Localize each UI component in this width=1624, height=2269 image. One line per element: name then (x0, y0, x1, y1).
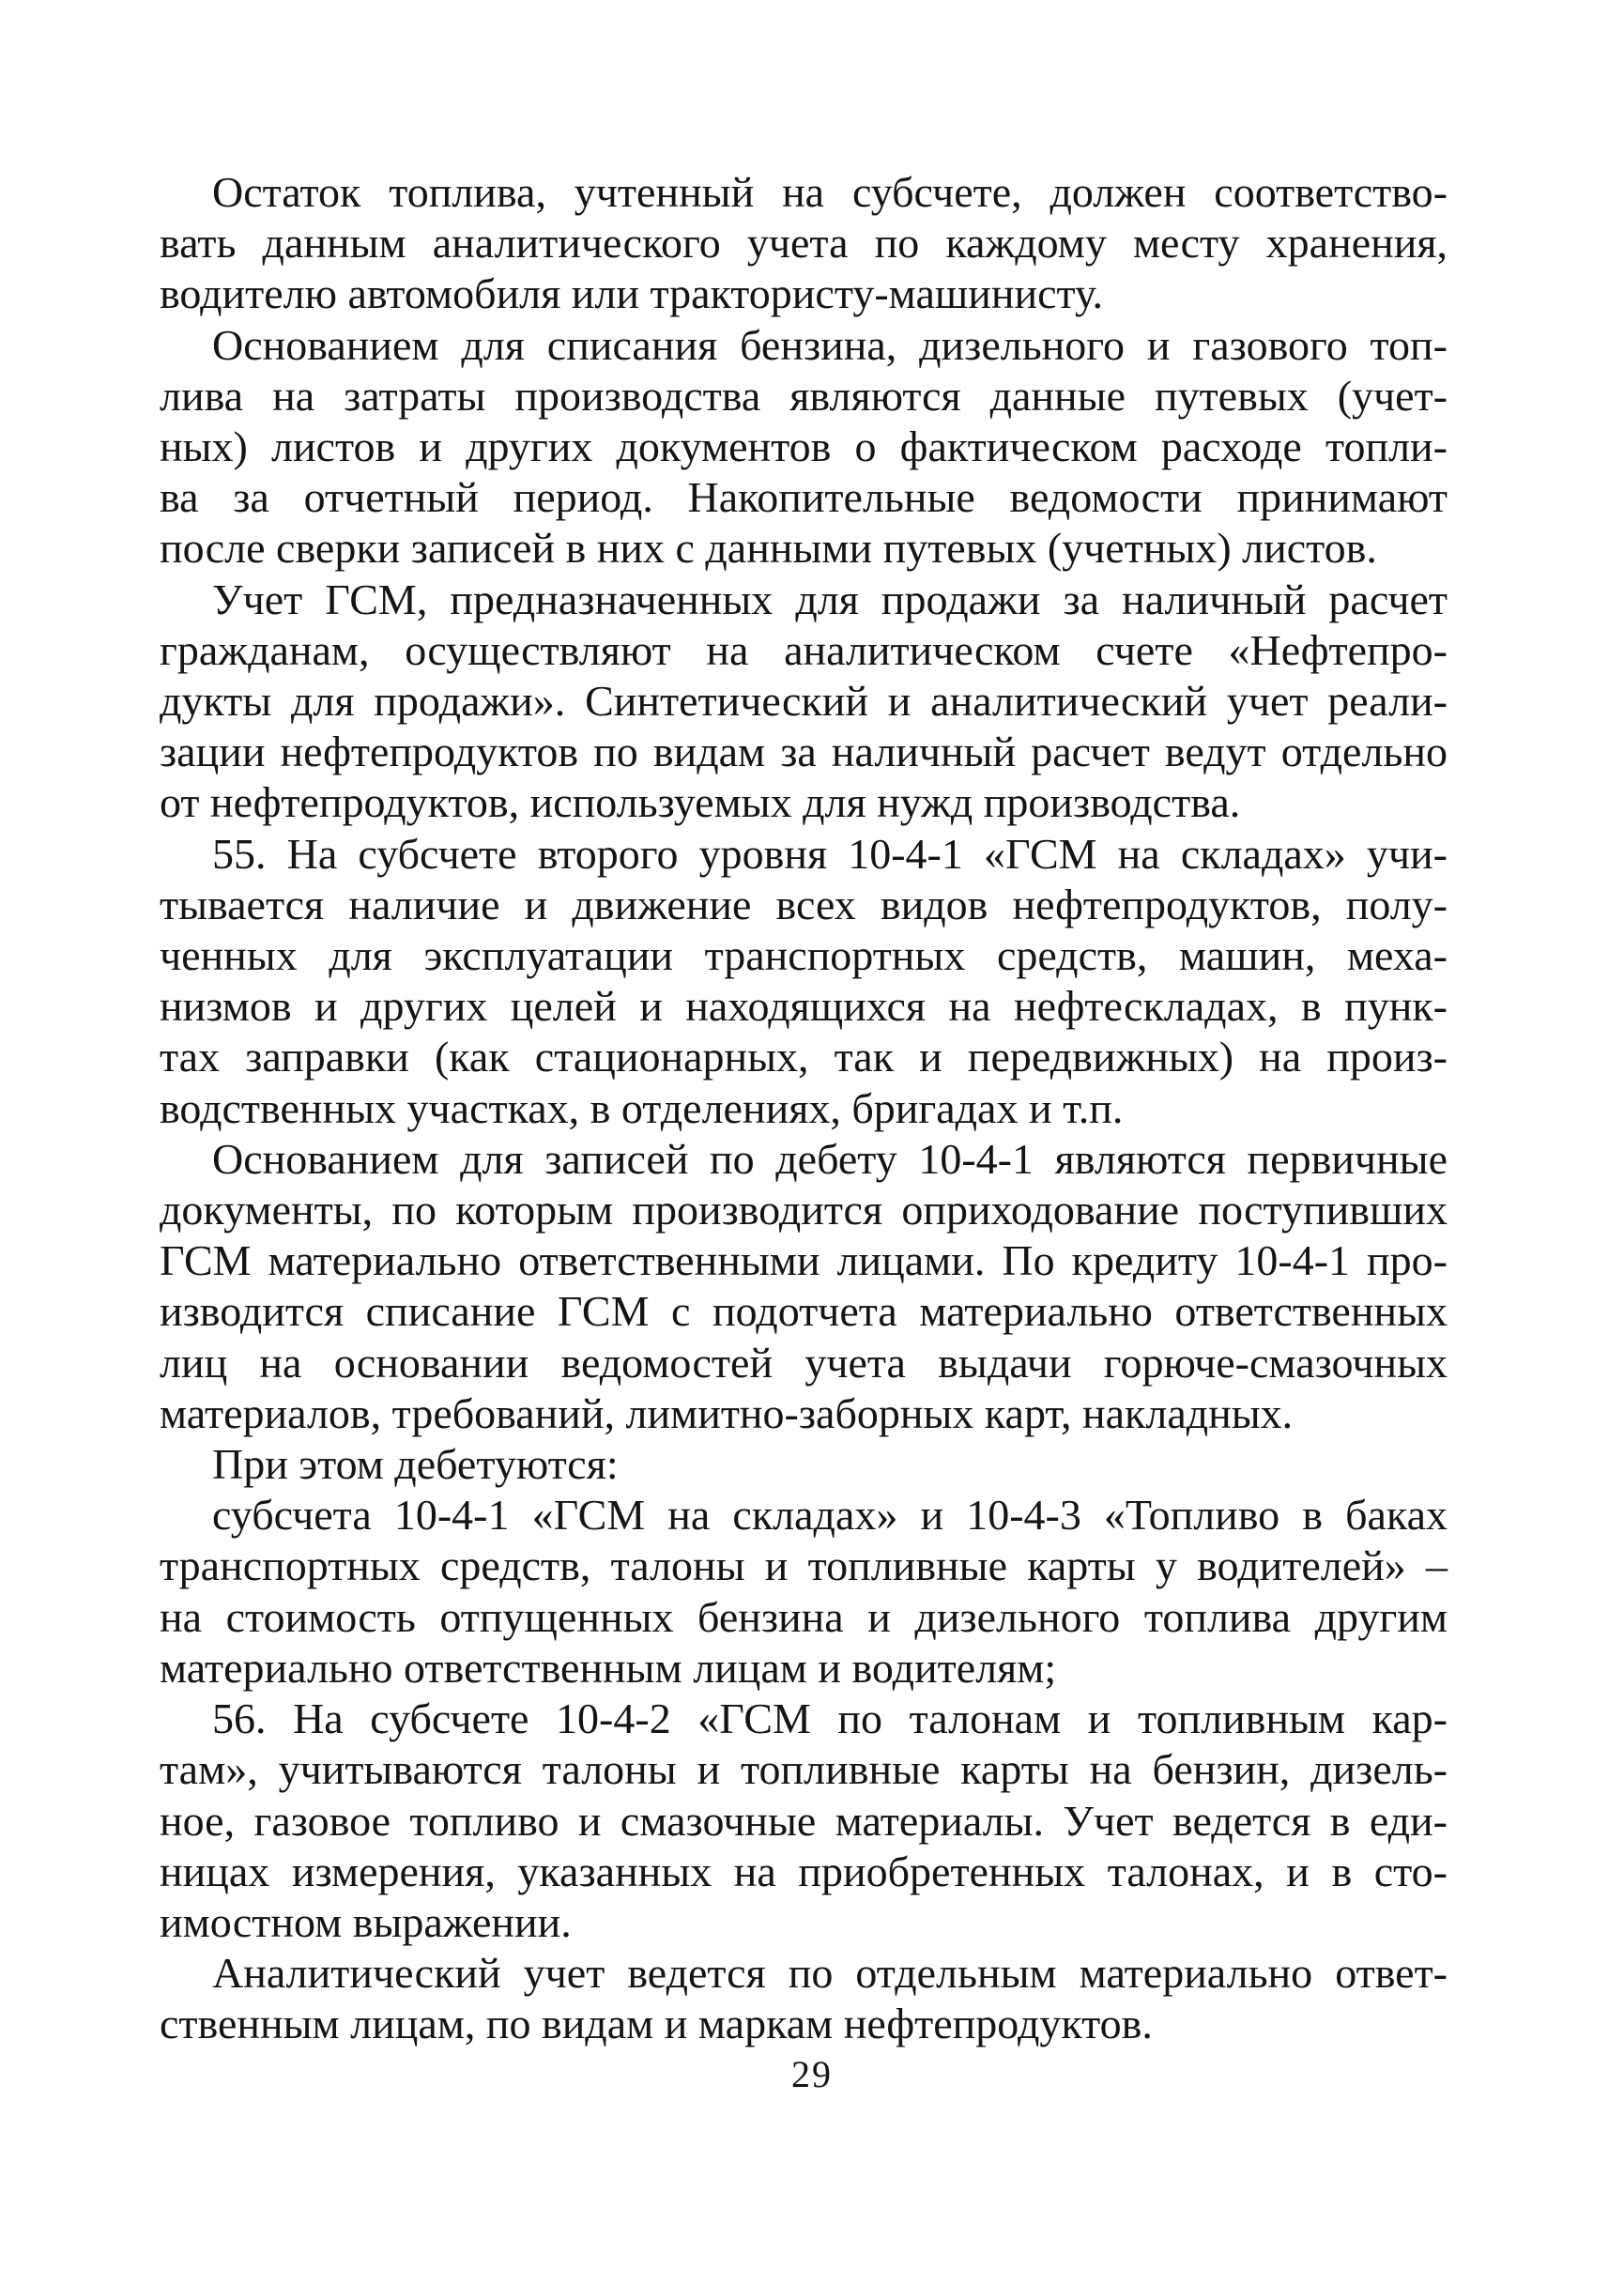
paragraph-fuel-balance (160, 167, 1448, 320)
text-line: водителю автомобиля или трактористу-машинисту. (160, 269, 1103, 318)
paragraph-56 (160, 1694, 1448, 1948)
text-line: документы, по которым производится оприходование поступивших (160, 1186, 1448, 1234)
text-line: 55. На субсчете второго уровня 10-4-1 «ГСМ на складах» учи- (212, 829, 1448, 878)
text-line: низмов и других целей и находящихся на нефтескладах, в пунк- (160, 982, 1448, 1031)
text-line: лива на затраты производства являются данные путевых (учет- (160, 371, 1448, 420)
text-line: Основанием для записей по дебету 10-4-1 являются первичные (212, 1134, 1448, 1183)
paragraph-subaccounts (160, 1490, 1448, 1694)
text-line: субсчета 10-4-1 «ГСМ на складах» и 10-4-3 «Топливо в баках (212, 1491, 1448, 1540)
text-line: вать данным аналитического учета по каждому месту хранения, (160, 219, 1448, 268)
paragraph-write-off-basis (160, 320, 1448, 575)
text-line: материально ответственным лицам и водителям; (160, 1643, 1057, 1692)
text-line: ных) листов и других документов о фактическом расходе топли- (160, 422, 1448, 471)
paragraph-55 (160, 829, 1448, 1134)
text-line: дукты для продажи». Синтетический и аналитический учет реали- (160, 677, 1448, 726)
text-line: Основанием для списания бензина, дизельного и газового топ- (212, 320, 1448, 369)
paragraph-analytical-accounting (160, 1948, 1448, 2049)
text-line: При этом дебетуются: (212, 1440, 619, 1489)
text-line: ственным лицам, по видам и маркам нефтепродуктов. (160, 2000, 1153, 2048)
text-line: ва за отчетный период. Накопительные ведомости принимают (160, 473, 1448, 522)
text-line: на стоимость отпущенных бензина и дизельного топлива другим (160, 1592, 1448, 1641)
document-body (160, 167, 1448, 2050)
text-line: имостном выражении. (160, 1897, 572, 1946)
paragraph-debited-intro (160, 1439, 1448, 1490)
paragraph-debit-basis (160, 1134, 1448, 1439)
text-line: Остаток топлива, учтенный на субсчете, должен соответство- (212, 168, 1448, 216)
text-line: водственных участках, в отделениях, бригадах и т.п. (160, 1083, 1124, 1132)
paragraph-fuel-for-sale (160, 575, 1448, 829)
text-line: от нефтепродуктов, используемых для нужд производства. (160, 778, 1241, 827)
text-line: Учет ГСМ, предназначенных для продажи за наличный расчет (212, 575, 1448, 623)
text-line: ченных для эксплуатации транспортных средств, машин, меха- (160, 931, 1448, 980)
text-line: Аналитический учет ведется по отдельным материально ответ- (212, 1949, 1448, 1998)
text-line: зации нефтепродуктов по видам за наличный расчет ведут отдельно (160, 728, 1448, 776)
page-number: 29 (791, 2053, 833, 2095)
text-line: материалов, требований, лимитно-заборных карт, накладных. (160, 1388, 1294, 1437)
text-line: ницах измерения, указанных на приобретенных талонах, и в сто- (160, 1847, 1448, 1895)
text-line: там», учитываются талоны и топливные карты на бензин, дизель- (160, 1745, 1448, 1794)
text-line: ное, газовое топливо и смазочные материалы. Учет ведется в еди- (160, 1796, 1448, 1845)
text-line: тах заправки (как стационарных, так и передвижных) на произ- (160, 1033, 1448, 1081)
text-line: транспортных средств, талоны и топливные карты у водителей» – (160, 1541, 1448, 1590)
text-line: 56. На субсчете 10-4-2 «ГСМ по талонам и топливным кар- (212, 1694, 1448, 1743)
text-line: гражданам, осуществляют на аналитическом счете «Нефтепро- (160, 625, 1448, 674)
text-line: ГСМ материально ответственными лицами. По кредиту 10-4-1 про- (160, 1236, 1448, 1285)
text-line: тывается наличие и движение всех видов нефтепродуктов, полу- (160, 880, 1448, 928)
text-line: после сверки записей в них с данными путевых (учетных) листов. (160, 524, 1377, 573)
text-line: лиц на основании ведомостей учета выдачи горюче-смазочных (160, 1338, 1448, 1387)
text-line: изводится списание ГСМ с подотчета материально ответственных (160, 1287, 1448, 1336)
